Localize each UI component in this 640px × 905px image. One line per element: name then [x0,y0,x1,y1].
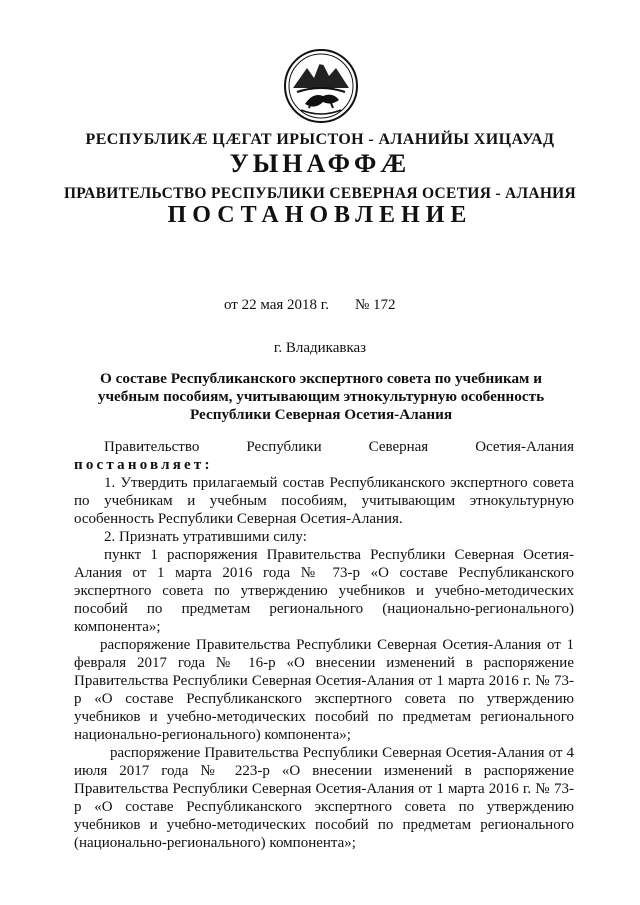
intro-word: Северная [368,439,429,455]
document-body [74,438,574,852]
intro-line [74,438,574,456]
document-title: О составе Республиканского экспертного совета по учебникам и учебным пособиям, учитывающим этнокультурную особенность Республики Северная Осетия-Алания [97,370,545,423]
coat-of-arms-icon [283,48,359,124]
paragraph-repeal-3: распоряжение Правительства Республики Северная Осетия-Алания от 4 июля 2017 года № 223-р «О внесении изменений в распоряжение Правительства Республики Северная Осетия-Алания от 1 марта 2016 г. № 73-р «О составе Республиканского экспертного совета по утверждению учебников и учебно-методических пособий по предметам регионального (национально-регионального) компонента»; [74,745,574,851]
paragraph-item-1: 1. Утвердить прилагаемый состав Республиканского экспертного совета по учебникам и учебным пособиям, учитывающим этнокультурную особенность Республики Северная Осетия-Алания. [74,475,574,527]
city-line: г. Владикавказ [273,340,367,356]
decree-number: № 172 [355,297,396,313]
decree-date: от 22 мая 2018 г. [224,297,330,313]
ossetian-decree-heading: УЫНАФФӔ [229,149,411,178]
intro-word: Осетия-Алания [475,439,574,455]
paragraph-item-2: 2. Признать утратившими силу: [104,529,307,545]
ossetian-government-heading: РЕСПУБЛИКӔ ЦӔГАТ ИРЫСТОН - АЛАНИЙЫ ХИЦАУАД [85,131,555,148]
paragraph-repeal-1: пункт 1 распоряжения Правительства Республики Северная Осетия-Алания от 1 марта 2016 года № 73-р «О составе Республиканского экспертного совета по утверждению учебников и учебно-методических пособий по предметам регионального (национально-регионального) компонента»; [74,547,574,635]
intro-word: Республики [246,439,322,455]
intro-word: Правительство [104,439,200,455]
paragraph-repeal-2: распоряжение Правительства Республики Северная Осетия-Алания от 1 февраля 2017 года № 16-р «О внесении изменений в распоряжение Правительства Республики Северная Осетия-Алания от 1 марта 2016 г. № 73-р «О составе Республиканского экспертного совета по утверждению учебников и учебно-методических пособий по предметам регионального национально-регионального) компонента»; [74,637,574,743]
decrees-keyword: постановляет: [74,457,213,473]
russian-government-heading: ПРАВИТЕЛЬСТВО РЕСПУБЛИКИ СЕВЕРНАЯ ОСЕТИЯ - АЛАНИЯ [63,185,577,202]
russian-decree-heading: ПОСТАНОВЛЕНИЕ [167,202,473,228]
